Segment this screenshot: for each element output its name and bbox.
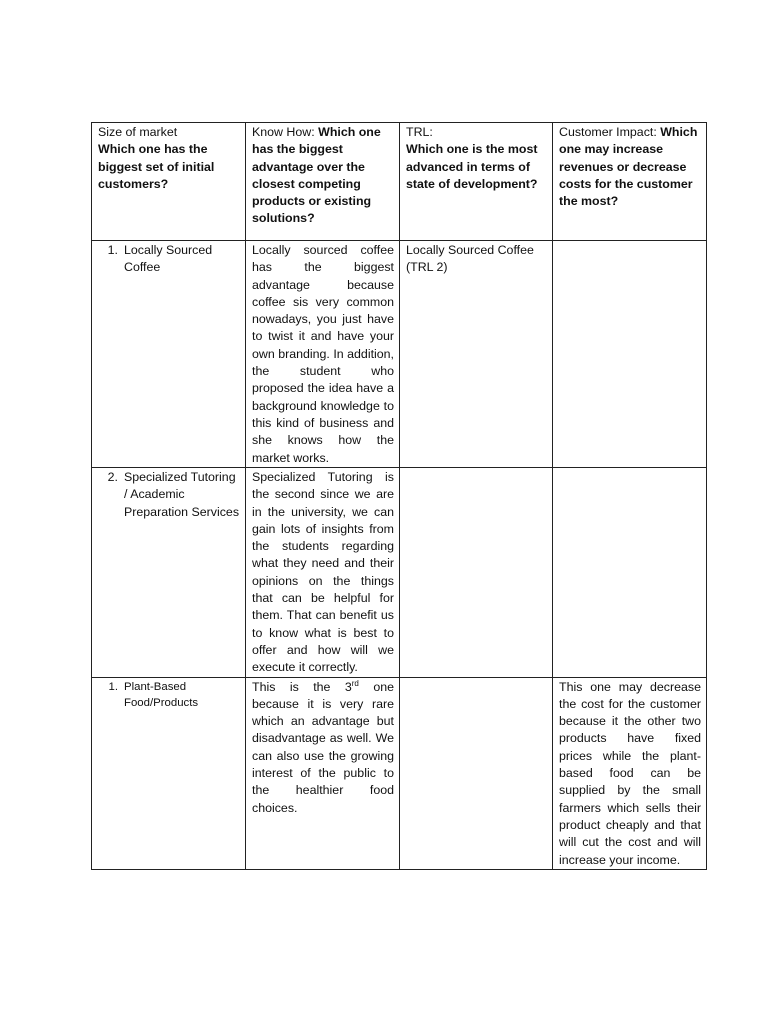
table-row bbox=[92, 677, 707, 869]
impact-cell bbox=[553, 468, 707, 678]
header-question: Which one may increase revenues or decrease costs for the customer the most? bbox=[559, 125, 698, 209]
item-number: 2. bbox=[107, 470, 118, 484]
numbered-item bbox=[98, 679, 240, 712]
criteria-table bbox=[91, 122, 707, 870]
table-row bbox=[92, 241, 707, 468]
know-how-text: This is the 3 bbox=[252, 679, 352, 694]
header-question: Which one has the biggest set of initial customers? bbox=[98, 142, 215, 191]
impact-cell: This one may decrease the cost for the customer because it the other two products have fixed prices while the plant-based food can be supplied by the small farmers which sells their product cheaply and that will cut the cost and will increase your income. bbox=[553, 677, 707, 869]
know-how-text-cont: one because it is very rare which an advantage but disadvantage as well. We can also use the growing interest of the public to the healthier food choices. bbox=[252, 679, 394, 815]
idea-name: Plant-Based Food/Products bbox=[124, 680, 199, 709]
header-know-how bbox=[246, 123, 400, 241]
trl-cell: Locally Sourced Coffee (TRL 2) bbox=[400, 241, 553, 468]
know-how-cell: Locally sourced coffee has the biggest advantage because coffee sis very common nowadays, you just have to twist it and have your own branding. In addition, the student who proposed the idea have a background knowledge to this kind of business and she knows how the market works. bbox=[246, 241, 400, 468]
header-label: Know How: bbox=[252, 125, 319, 139]
impact-cell bbox=[553, 241, 707, 468]
header-label: TRL: bbox=[406, 125, 433, 139]
idea-cell bbox=[92, 677, 246, 869]
idea-cell bbox=[92, 241, 246, 468]
idea-name: Specialized Tutoring / Academic Preparation Services bbox=[124, 470, 240, 519]
table-row bbox=[92, 468, 707, 678]
numbered-item bbox=[98, 469, 240, 521]
trl-cell bbox=[400, 677, 553, 869]
header-trl bbox=[400, 123, 553, 241]
header-label: Size of market bbox=[98, 125, 178, 139]
trl-cell bbox=[400, 468, 553, 678]
item-number: 1. bbox=[108, 680, 118, 693]
header-size-of-market bbox=[92, 123, 246, 241]
know-how-cell: Specialized Tutoring is the second since we are in the university, we can gain lots of insights from the students regarding what they need and their opinions on the things that can be helpful for them. That can benefit us to know what is best to offer and how will we execute it correctly. bbox=[246, 468, 400, 678]
header-question: Which one is the most advanced in terms of state of development? bbox=[406, 142, 538, 191]
header-label: Customer Impact: bbox=[559, 125, 661, 139]
header-row bbox=[92, 123, 707, 241]
item-number: 1. bbox=[107, 243, 118, 257]
idea-name: Locally Sourced Coffee bbox=[124, 243, 213, 275]
numbered-item bbox=[98, 242, 240, 277]
header-question: Which one has the biggest advantage over the closest competing products or existing solutions? bbox=[252, 125, 381, 226]
header-customer-impact bbox=[553, 123, 707, 241]
know-how-cell bbox=[246, 677, 400, 869]
idea-cell bbox=[92, 468, 246, 678]
ordinal-suffix: rd bbox=[351, 678, 359, 688]
